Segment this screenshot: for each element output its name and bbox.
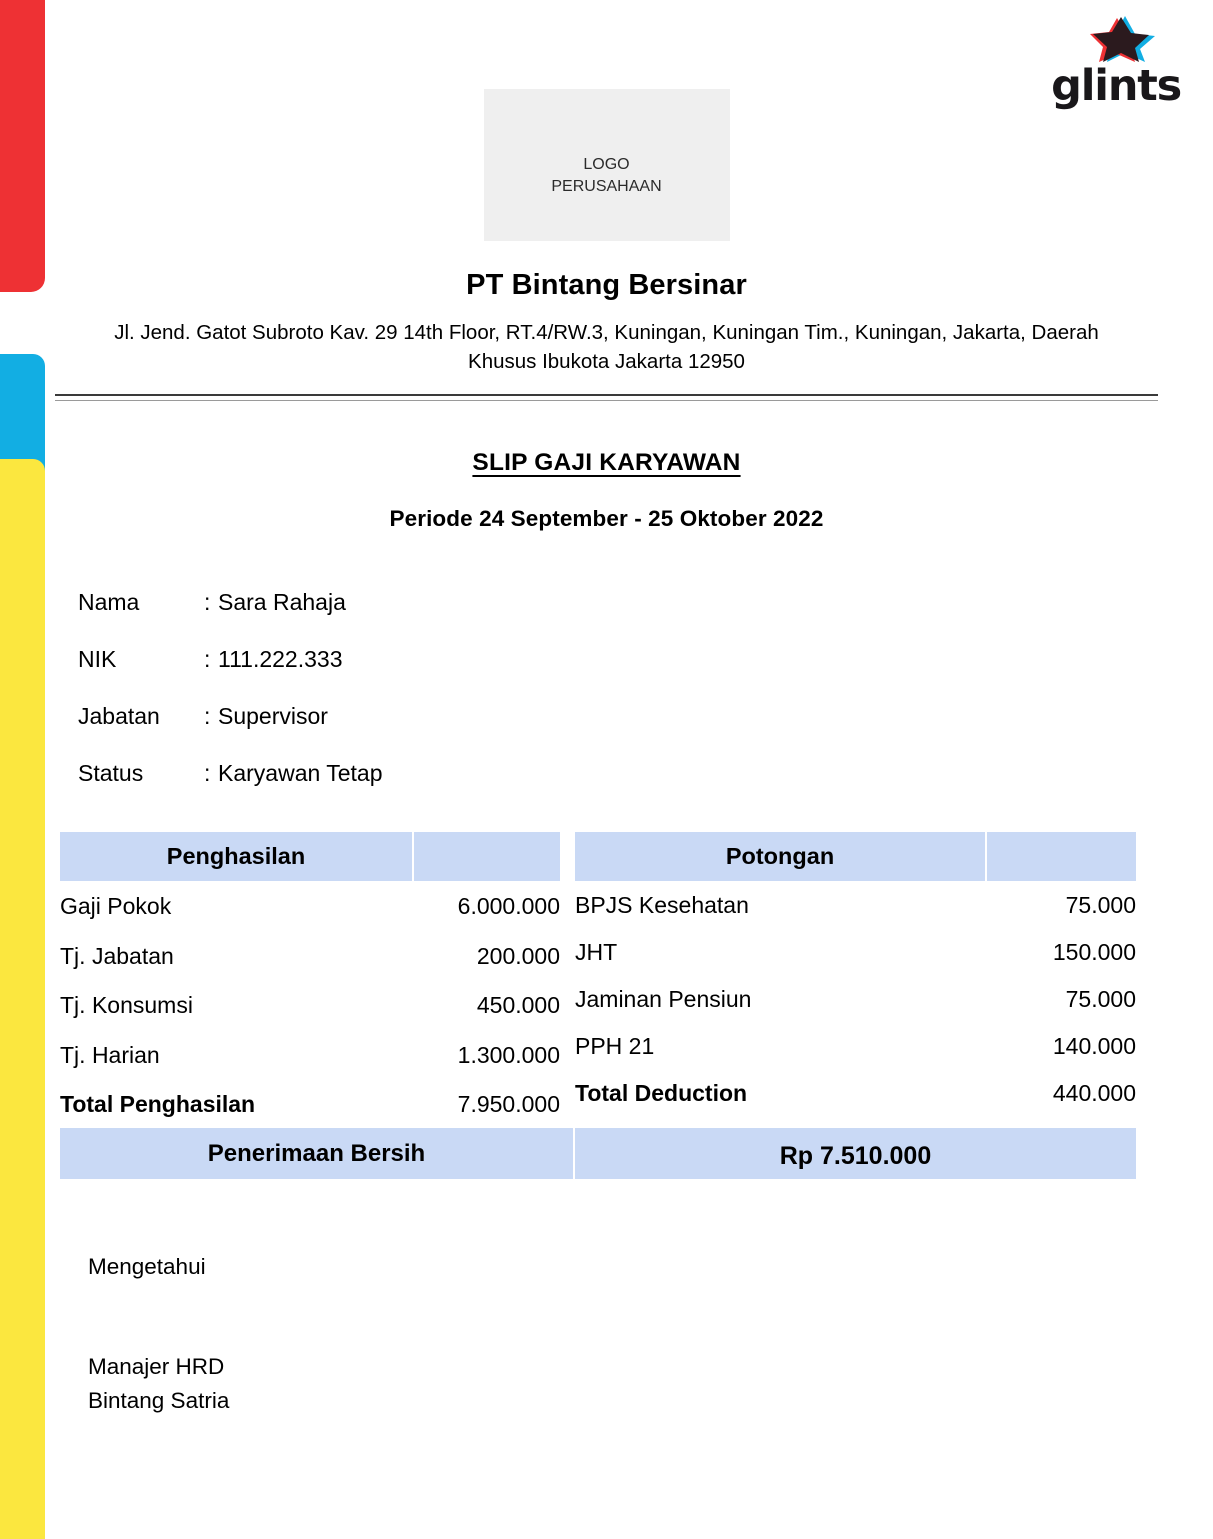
earnings-total-value: 7.950.000 bbox=[457, 1091, 560, 1117]
company-name: PT Bintang Bersinar bbox=[466, 269, 747, 301]
earnings-header-label: Penghasilan bbox=[166, 843, 306, 869]
net-pay-row bbox=[60, 1128, 1136, 1179]
logo-placeholder-line2: PERUSAHAAN bbox=[551, 178, 662, 195]
company-address-line1: Jl. Jend. Gatot Subroto Kav. 29 14th Floor, RT.4/RW.3, Kuningan, Kuningan Tim., Kuningan, Jakarta, bbox=[114, 321, 1026, 344]
header-divider-rule bbox=[55, 394, 1158, 401]
employee-detail-label: Nama bbox=[78, 589, 140, 615]
deductions-row-value: 75.000 bbox=[1065, 986, 1136, 1012]
earnings-row bbox=[60, 931, 560, 981]
signature-block bbox=[88, 1250, 229, 1418]
logo-placeholder-line1: LOGO bbox=[583, 156, 630, 173]
employee-detail-label: Status bbox=[78, 760, 144, 786]
earnings-header-amount-cell bbox=[414, 832, 560, 881]
earnings-row-label: Tj. Konsumsi bbox=[60, 992, 193, 1018]
earnings-row-value: 1.300.000 bbox=[457, 1041, 560, 1068]
signature-acknowledged-by: Mengetahui bbox=[88, 1254, 206, 1279]
deductions-header-label: Potongan bbox=[725, 843, 835, 869]
employee-detail-separator: : bbox=[204, 646, 211, 672]
deductions-row-value: 140.000 bbox=[1052, 1033, 1136, 1059]
deductions-table bbox=[575, 832, 1136, 1116]
earnings-row-value: 450.000 bbox=[476, 992, 560, 1018]
deductions-total-label: Total Deduction bbox=[575, 1080, 748, 1106]
deductions-total-row bbox=[575, 1069, 1136, 1116]
payslip-tables bbox=[0, 832, 1213, 1122]
employee-detail-row-status bbox=[78, 745, 1213, 802]
earnings-table bbox=[60, 832, 560, 1129]
earnings-table-body bbox=[60, 881, 560, 1129]
deductions-row bbox=[575, 1022, 1136, 1069]
earnings-total-row bbox=[60, 1079, 560, 1129]
employee-detail-row-nama bbox=[78, 574, 1213, 631]
earnings-row bbox=[60, 1030, 560, 1080]
period-label: Periode 24 September - 25 Oktober 2022 bbox=[389, 506, 824, 531]
company-logo-placeholder bbox=[484, 89, 730, 241]
employee-detail-row-jabatan bbox=[78, 688, 1213, 745]
glints-wordmark: glints bbox=[1051, 61, 1181, 111]
employee-detail-value: Sara Rahaja bbox=[218, 589, 346, 615]
earnings-total-label: Total Penghasilan bbox=[60, 1091, 256, 1117]
deductions-row bbox=[575, 881, 1136, 928]
net-pay-value: Rp 7.510.000 bbox=[575, 1128, 1136, 1179]
deductions-table-body bbox=[575, 881, 1136, 1116]
deductions-row-label: PPH 21 bbox=[575, 1033, 655, 1059]
earnings-row-label: Tj. Jabatan bbox=[60, 942, 174, 969]
net-pay-label: Penerimaan Bersih bbox=[60, 1128, 573, 1179]
deductions-header-amount-cell bbox=[987, 832, 1136, 881]
deductions-row-label: Jaminan Pensiun bbox=[575, 986, 752, 1012]
employee-detail-label: Jabatan bbox=[78, 703, 160, 729]
employee-detail-row-nik bbox=[78, 631, 1213, 688]
deductions-row-value: 75.000 bbox=[1065, 892, 1136, 918]
page-title: SLIP GAJI KARYAWAN bbox=[472, 449, 741, 476]
employee-detail-separator: : bbox=[204, 760, 211, 786]
deductions-row-label: JHT bbox=[575, 939, 618, 965]
deductions-row-value: 150.000 bbox=[1052, 939, 1136, 965]
employee-detail-label: NIK bbox=[78, 646, 117, 672]
deductions-row-label: BPJS Kesehatan bbox=[575, 892, 749, 918]
earnings-row-label: Tj. Harian bbox=[60, 1041, 160, 1068]
company-address bbox=[0, 318, 1213, 376]
earnings-row-value: 6.000.000 bbox=[457, 893, 560, 919]
deductions-row bbox=[575, 975, 1136, 1022]
earnings-row bbox=[60, 980, 560, 1030]
earnings-row-value: 200.000 bbox=[476, 942, 560, 969]
company-address-line2: Daerah Khusus Ibukota Jakarta 12950 bbox=[468, 321, 1099, 373]
employee-detail-value: Karyawan Tetap bbox=[218, 760, 383, 786]
employee-detail-separator: : bbox=[204, 703, 211, 729]
employee-detail-value: Supervisor bbox=[218, 703, 328, 729]
deductions-total-value: 440.000 bbox=[1052, 1080, 1136, 1106]
company-logo-placeholder-text bbox=[551, 154, 661, 198]
earnings-row bbox=[60, 881, 560, 931]
earnings-table-header bbox=[60, 832, 560, 881]
deductions-row bbox=[575, 928, 1136, 975]
signature-role: Manajer HRD bbox=[88, 1354, 225, 1379]
employee-details bbox=[78, 574, 1213, 802]
deductions-table-header bbox=[575, 832, 1136, 881]
employee-detail-value: 111.222.333 bbox=[218, 646, 343, 672]
earnings-row-label: Gaji Pokok bbox=[60, 893, 172, 919]
signature-name: Bintang Satria bbox=[88, 1388, 230, 1413]
employee-detail-separator: : bbox=[204, 589, 211, 615]
